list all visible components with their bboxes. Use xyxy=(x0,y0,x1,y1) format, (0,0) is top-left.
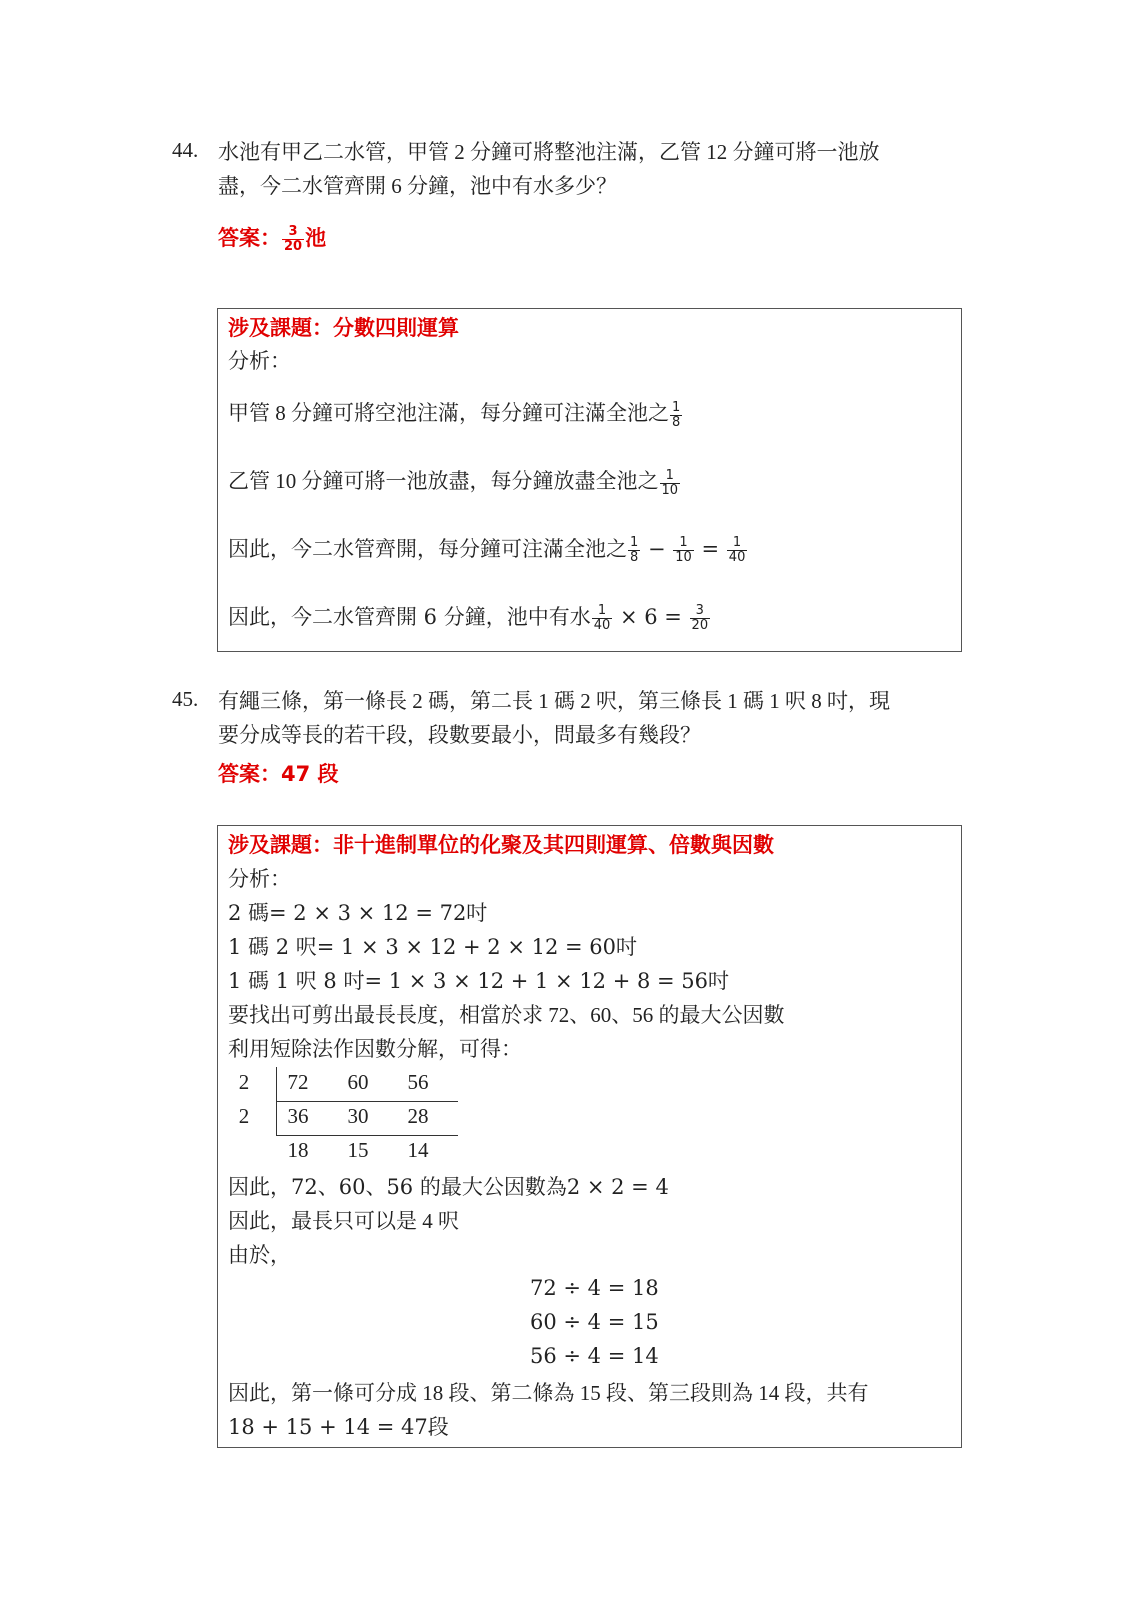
q45-conclusion2: 18 + 15 + 14 = 47段 xyxy=(228,1415,449,1439)
q45-calc1: 2 碼= 2 × 3 × 12 = 72吋 xyxy=(228,901,488,925)
q45-calc8: 由於， xyxy=(228,1243,291,1267)
division-cell: 30 xyxy=(347,1104,369,1128)
q44-topic: 涉及課題：分數四則運算 xyxy=(228,316,459,340)
division-cell: 56 xyxy=(407,1070,429,1094)
q44-number: 44. xyxy=(172,138,199,162)
division-cell: 72 xyxy=(287,1070,309,1094)
q44-question xyxy=(218,135,880,203)
q44-answer-unit: 池 xyxy=(305,226,327,250)
division-cell: 36 xyxy=(287,1104,309,1128)
q44-step4: 因此，今二水管齊開 6 分鐘，池中有水 $\frac{1}{40}$ × 6 = $\frac{3}{20}$ xyxy=(228,603,709,633)
q44-step3: 因此，今二水管齊開，每分鐘可注滿全池之 $\frac{1}{8}$ − $\frac{1}{10}$ = $\frac{1}{40}$ xyxy=(228,535,746,565)
q45-question-line2: 要分成等長的若干段，段數要最小，問最多有幾段？ xyxy=(218,723,701,747)
division-cell: 14 xyxy=(407,1138,429,1162)
q44-answer-fraction: $\frac{3}{20}$ xyxy=(284,223,303,254)
q45-number: 45. xyxy=(172,687,199,711)
q45-question xyxy=(218,684,890,752)
q45-calc5: 利用短除法作因數分解，可得： xyxy=(228,1037,522,1061)
q45-calc3: 1 碼 1 呎 8 吋= 1 × 3 × 12 + 1 × 12 + 8 = 56吋 xyxy=(228,969,730,993)
q44-step1: 甲管 8 分鐘可將空池注滿，每分鐘可注滿全池之 $\frac{1}{8}$ xyxy=(228,399,681,430)
division-line-2 xyxy=(276,1135,458,1136)
q44-answer xyxy=(218,222,326,254)
q44-step2: 乙管 10 分鐘可將一池放盡，每分鐘放盡全池之 $\frac{1}{10}$ xyxy=(228,467,679,498)
q45-calc4: 要找出可剪出最長長度，相當於求 72、60、56 的最大公因數 xyxy=(228,1003,785,1027)
divisor: 2 xyxy=(238,1070,250,1094)
division-cell: 28 xyxy=(407,1104,429,1128)
division-cell: 60 xyxy=(347,1070,369,1094)
q45-eq2: 60 ÷ 4 = 15 xyxy=(530,1310,659,1334)
q45-calc6: 因此，72、60、56 的最大公因數為2 × 2 = 4 xyxy=(228,1175,669,1199)
q44-answer-label: 答案： xyxy=(218,226,281,250)
q45-eq3: 56 ÷ 4 = 14 xyxy=(530,1344,659,1368)
q45-answer: 答案：47 段 xyxy=(218,762,339,786)
q45-calc7: 因此，最長只可以是 4 呎 xyxy=(228,1209,459,1233)
divisor: 2 xyxy=(238,1104,250,1128)
q45-eq1: 72 ÷ 4 = 18 xyxy=(530,1276,659,1300)
division-cell: 15 xyxy=(347,1138,369,1162)
q44-question-line2: 盡，今二水管齊開 6 分鐘，池中有水多少？ xyxy=(218,174,617,198)
division-line-1 xyxy=(276,1101,458,1102)
q44-analysis-label: 分析： xyxy=(228,349,291,373)
q44-question-line1: 水池有甲乙二水管，甲管 2 分鐘可將整池注滿，乙管 12 分鐘可將一池放 xyxy=(218,140,880,164)
q45-analysis-label: 分析： xyxy=(228,867,291,891)
q45-conclusion1: 因此，第一條可分成 18 段、第二條為 15 段、第三段則為 14 段，共有 xyxy=(228,1381,869,1405)
q45-calc2: 1 碼 2 呎= 1 × 3 × 12 + 2 × 12 = 60吋 xyxy=(228,935,637,959)
division-cell: 18 xyxy=(287,1138,309,1162)
q45-question-line1: 有繩三條，第一條長 2 碼，第二長 1 碼 2 呎，第三條長 1 碼 1 呎 8 吋，現 xyxy=(218,689,890,713)
q45-topic: 涉及課題：非十進制單位的化聚及其四則運算、倍數與因數 xyxy=(228,833,774,857)
